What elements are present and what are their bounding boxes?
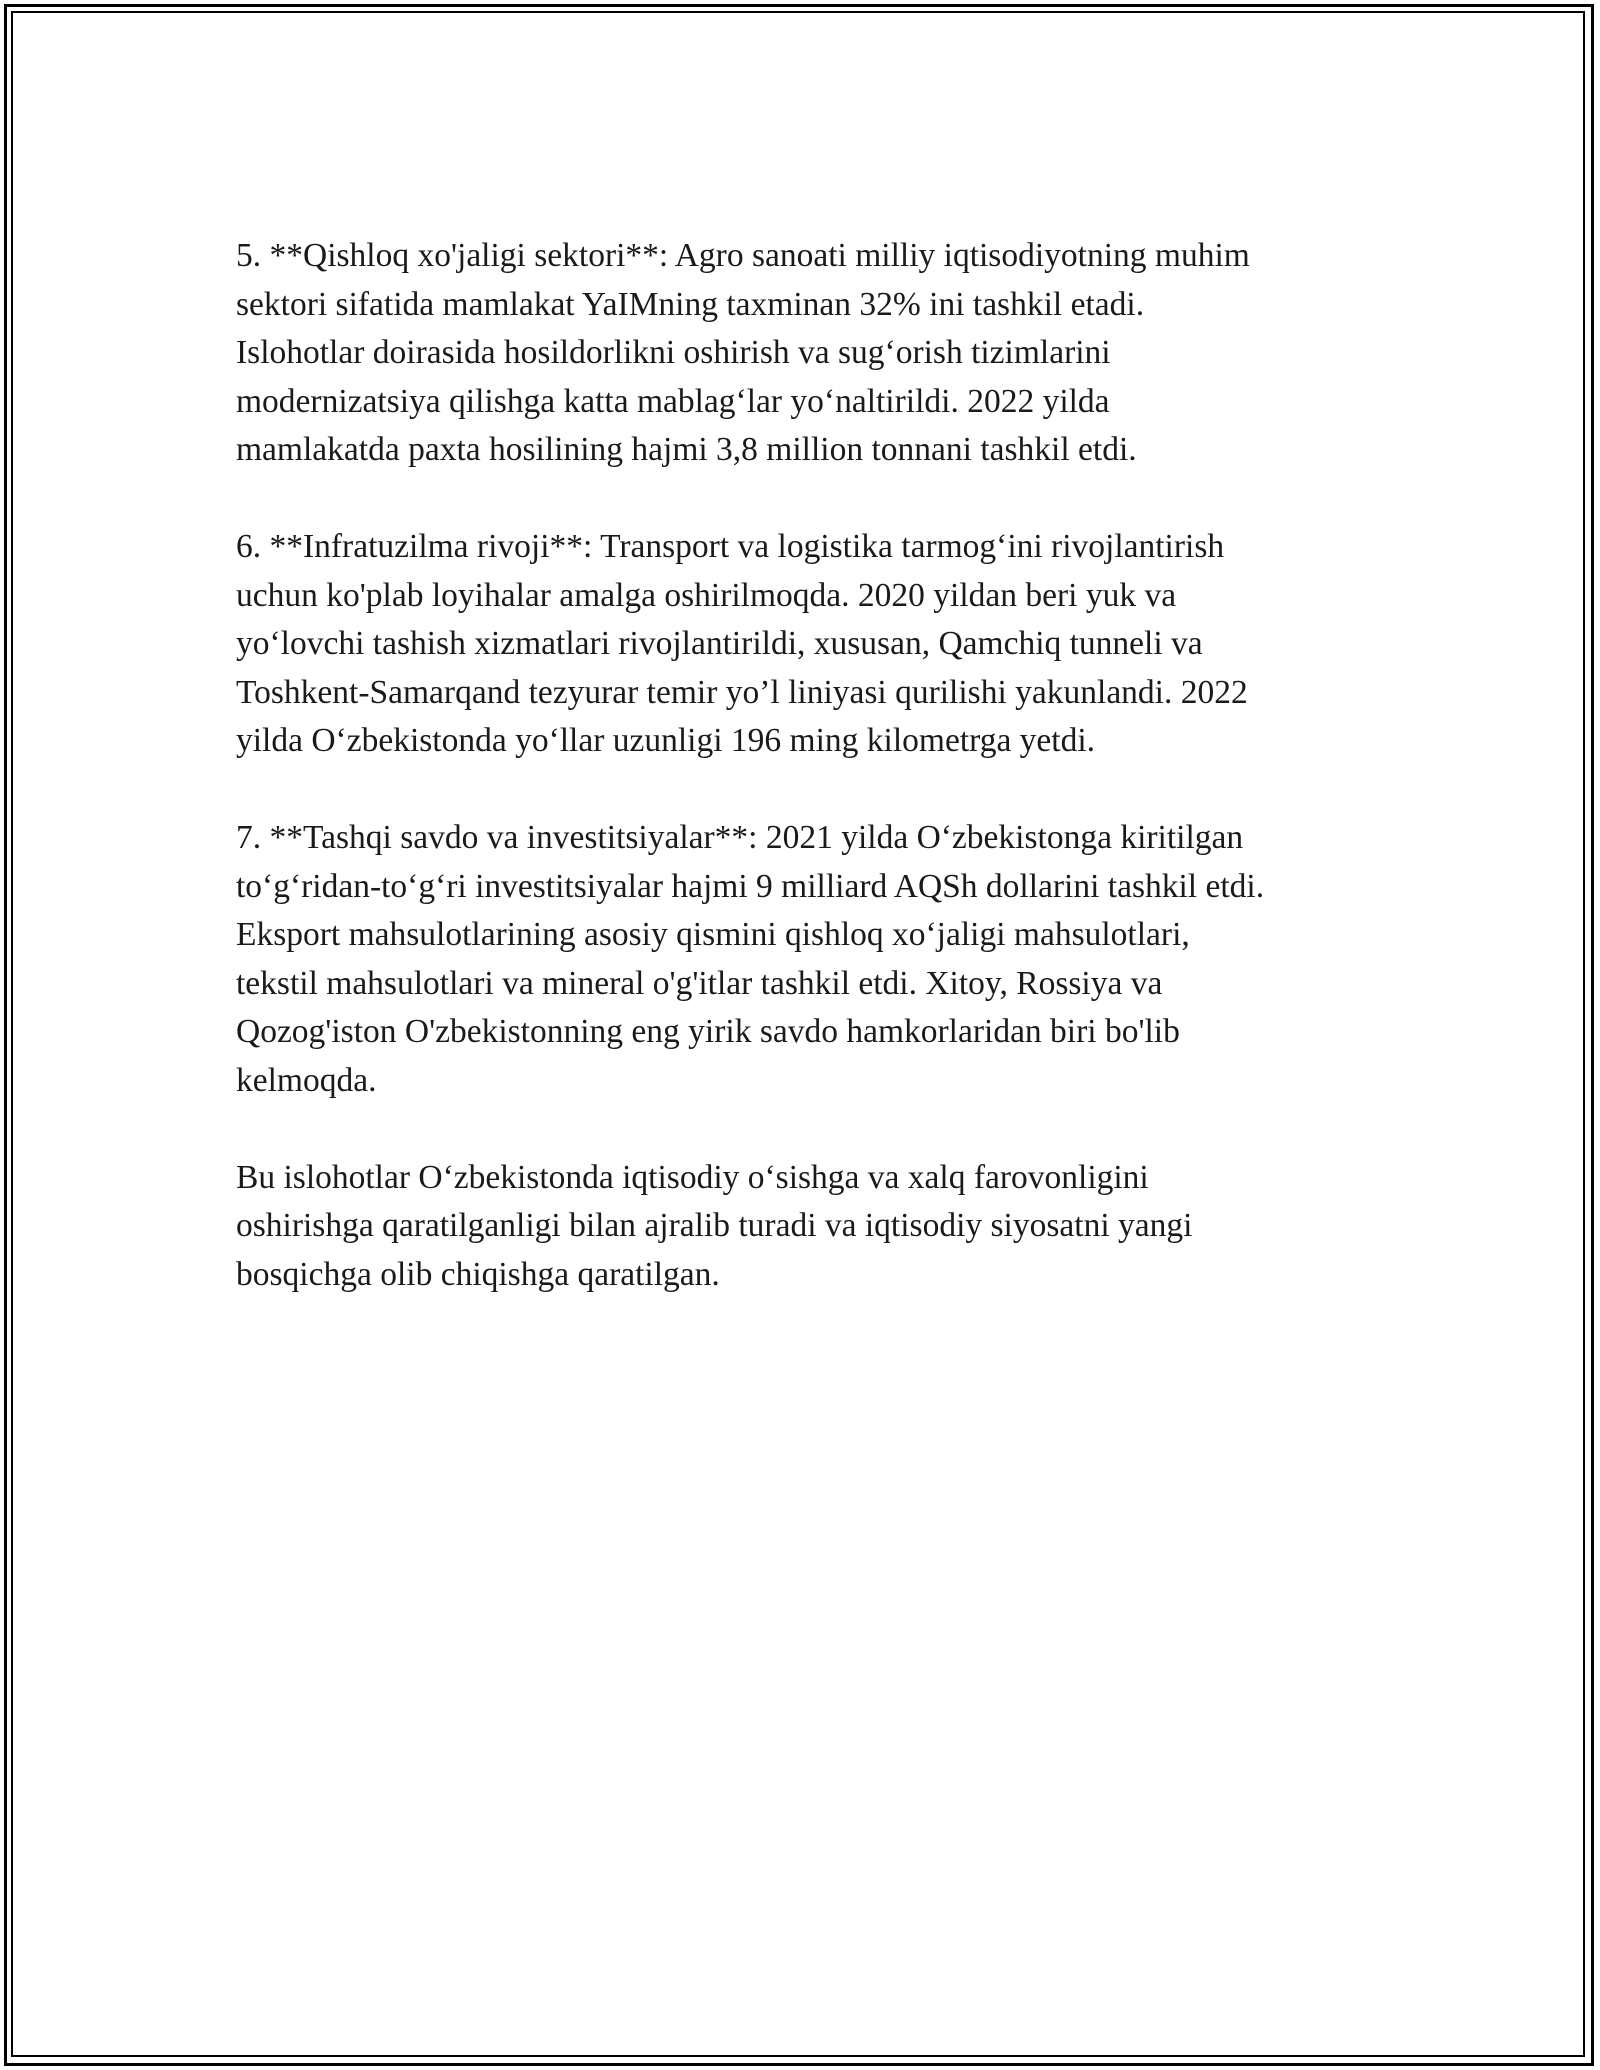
paragraph-line: to‘g‘ridan-to‘g‘ri investitsiyalar hajmi 9 milliard AQSh dollarini tashkil etdi. bbox=[236, 867, 1265, 905]
paragraph-line: 6. **Infratuzilma rivoji**: Transport va logistika tarmog‘ini rivojlantirish bbox=[236, 528, 1225, 565]
paragraph-line: tekstil mahsulotlari va mineral o'g'itlar tashkil etdi. Xitoy, Rossiya va bbox=[236, 964, 1163, 1002]
paragraph-line: modernizatsiya qilishga katta mablag‘lar yo‘naltirildi. 2022 yilda bbox=[236, 382, 1110, 420]
document-body bbox=[236, 232, 1386, 1348]
paragraph-line: Eksport mahsulotlarining asosiy qismini qishloq xo‘jaligi mahsulotlari, bbox=[236, 916, 1190, 953]
paragraph-line: Islohotlar doirasida hosildorlikni oshirish va sug‘orish tizimlarini bbox=[236, 334, 1111, 371]
paragraph-infrastructure bbox=[236, 523, 1386, 766]
paragraph-line: yilda O‘zbekistonda yo‘llar uzunligi 196 ming kilometrga yetdi. bbox=[236, 722, 1096, 759]
paragraph-agriculture bbox=[236, 232, 1386, 475]
paragraph-line: uchun ko'plab loyihalar amalga oshirilmoqda. 2020 yildan beri yuk va bbox=[236, 576, 1177, 614]
paragraph-conclusion bbox=[236, 1154, 1386, 1300]
paragraph-line: Bu islohotlar O‘zbekistonda iqtisodiy o‘sishga va xalq farovonligini bbox=[236, 1158, 1149, 1196]
paragraph-line: bosqichga olib chiqishga qaratilgan. bbox=[236, 1255, 720, 1293]
paragraph-line: Toshkent-Samarqand tezyurar temir yo’l liniyasi qurilishi yakunlandi. 2022 bbox=[236, 673, 1248, 711]
paragraph-line: yo‘lovchi tashish xizmatlari rivojlantirildi, xususan, Qamchiq tunneli va bbox=[236, 625, 1203, 662]
paragraph-line: Qozog'iston O'zbekistonning eng yirik savdo hamkorlaridan biri bo'lib bbox=[236, 1013, 1180, 1050]
paragraph-foreign-trade bbox=[236, 814, 1386, 1105]
paragraph-line: 7. **Tashqi savdo va investitsiyalar**: 2021 yilda O‘zbekistonga kiritilgan bbox=[236, 819, 1244, 856]
paragraph-line: oshirishga qaratilganligi bilan ajralib turadi va iqtisodiy siyosatni yangi bbox=[236, 1207, 1193, 1244]
paragraph-line: 5. **Qishloq xo'jaligi sektori**: Agro sanoati milliy iqtisodiyotning muhim bbox=[236, 237, 1250, 274]
paragraph-line: kelmoqda. bbox=[236, 1061, 377, 1099]
paragraph-line: sektori sifatida mamlakat YaIMning taxminan 32% ini tashkil etadi. bbox=[236, 285, 1145, 323]
paragraph-line: mamlakatda paxta hosilining hajmi 3,8 million tonnani tashkil etdi. bbox=[236, 431, 1137, 468]
